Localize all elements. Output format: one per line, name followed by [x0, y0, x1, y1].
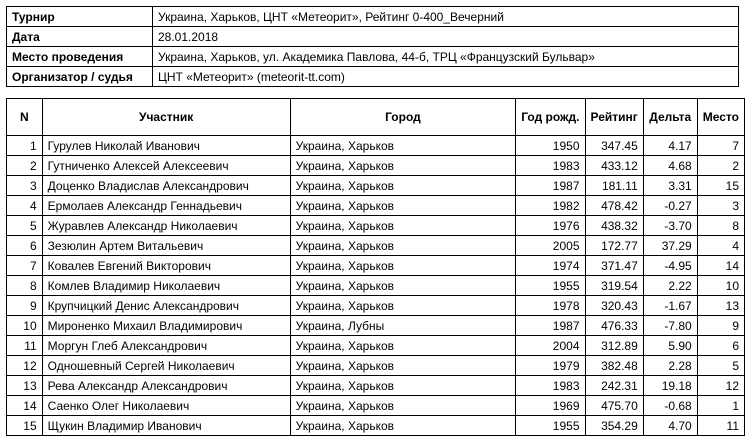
cell-birth-year: 1983: [516, 376, 585, 396]
cell-place: 15: [697, 176, 744, 196]
cell-place: 3: [697, 196, 744, 216]
cell-city: Украина, Харьков: [290, 216, 516, 236]
cell-participant: Мироненко Михаил Владимирович: [42, 316, 290, 336]
results-table: [6, 98, 745, 436]
cell-place: 2: [697, 156, 744, 176]
cell-rating: 354.29: [585, 416, 643, 436]
cell-n: 7: [7, 256, 43, 276]
cell-city: Украина, Харьков: [290, 256, 516, 276]
results-header-row: [7, 99, 745, 136]
cell-birth-year: 1950: [516, 136, 585, 156]
cell-rating: 320.43: [585, 296, 643, 316]
cell-n: 10: [7, 316, 43, 336]
cell-birth-year: 1979: [516, 356, 585, 376]
cell-city: Украина, Харьков: [290, 156, 516, 176]
cell-birth-year: 1969: [516, 396, 585, 416]
cell-place: 14: [697, 256, 744, 276]
cell-delta: -0.68: [643, 396, 697, 416]
table-row: [7, 136, 745, 156]
tournament-info-table: [6, 6, 739, 87]
cell-birth-year: 1983: [516, 156, 585, 176]
cell-delta: 19.18: [643, 376, 697, 396]
info-row-date: [7, 27, 739, 47]
cell-city: Украина, Харьков: [290, 236, 516, 256]
cell-participant: Зезюлин Артем Витальевич: [42, 236, 290, 256]
cell-rating: 478.42: [585, 196, 643, 216]
cell-rating: 438.32: [585, 216, 643, 236]
cell-delta: 4.17: [643, 136, 697, 156]
cell-place: 12: [697, 376, 744, 396]
table-row: [7, 336, 745, 356]
cell-delta: -0.27: [643, 196, 697, 216]
table-row: [7, 316, 745, 336]
cell-place: 7: [697, 136, 744, 156]
cell-delta: 2.22: [643, 276, 697, 296]
cell-place: 4: [697, 236, 744, 256]
cell-birth-year: 1978: [516, 296, 585, 316]
cell-participant: Комлев Владимир Николаевич: [42, 276, 290, 296]
cell-rating: 475.70: [585, 396, 643, 416]
table-row: [7, 276, 745, 296]
cell-participant: Саенко Олег Николаевич: [42, 396, 290, 416]
info-row-venue: [7, 47, 739, 67]
results-body: [7, 136, 745, 436]
cell-rating: 172.77: [585, 236, 643, 256]
table-row: [7, 236, 745, 256]
info-key: Место проведения: [7, 47, 153, 67]
col-header-rating: Рейтинг: [585, 99, 643, 136]
cell-participant: Ермолаев Александр Геннадьевич: [42, 196, 290, 216]
cell-rating: 312.89: [585, 336, 643, 356]
table-row: [7, 356, 745, 376]
cell-birth-year: 1955: [516, 276, 585, 296]
cell-rating: 347.45: [585, 136, 643, 156]
cell-city: Украина, Харьков: [290, 336, 516, 356]
col-header-city: Город: [290, 99, 516, 136]
table-row: [7, 376, 745, 396]
cell-n: 3: [7, 176, 43, 196]
cell-city: Украина, Харьков: [290, 136, 516, 156]
cell-place: 11: [697, 416, 744, 436]
cell-city: Украина, Харьков: [290, 196, 516, 216]
cell-delta: -3.70: [643, 216, 697, 236]
cell-city: Украина, Харьков: [290, 296, 516, 316]
cell-city: Украина, Харьков: [290, 396, 516, 416]
cell-participant: Ковалев Евгений Викторович: [42, 256, 290, 276]
cell-birth-year: 1976: [516, 216, 585, 236]
info-value: ЦНТ «Метеорит» (meteorit-tt.com): [153, 67, 739, 87]
cell-birth-year: 1987: [516, 176, 585, 196]
info-key: Организатор / судья: [7, 67, 153, 87]
cell-delta: -4.95: [643, 256, 697, 276]
cell-n: 11: [7, 336, 43, 356]
cell-birth-year: 2004: [516, 336, 585, 356]
table-row: [7, 196, 745, 216]
cell-n: 6: [7, 236, 43, 256]
info-value: 28.01.2018: [153, 27, 739, 47]
cell-city: Украина, Харьков: [290, 356, 516, 376]
table-row: [7, 396, 745, 416]
cell-birth-year: 1982: [516, 196, 585, 216]
cell-participant: Журавлев Александр Николаевич: [42, 216, 290, 236]
info-value: Украина, Харьков, ул. Академика Павлова, 44-б, ТРЦ «Французский Бульвар»: [153, 47, 739, 67]
cell-delta: 2.28: [643, 356, 697, 376]
cell-rating: 433.12: [585, 156, 643, 176]
col-header-place: Место: [697, 99, 744, 136]
cell-birth-year: 1974: [516, 256, 585, 276]
cell-city: Украина, Харьков: [290, 416, 516, 436]
cell-delta: 4.68: [643, 156, 697, 176]
cell-city: Украина, Лубны: [290, 316, 516, 336]
info-value: Украина, Харьков, ЦНТ «Метеорит», Рейтинг 0-400_Вечерний: [153, 7, 739, 27]
col-header-birth-year: Год рожд.: [516, 99, 585, 136]
cell-n: 2: [7, 156, 43, 176]
cell-participant: Рева Александр Александрович: [42, 376, 290, 396]
cell-n: 5: [7, 216, 43, 236]
cell-city: Украина, Харьков: [290, 376, 516, 396]
col-header-n: N: [7, 99, 43, 136]
cell-place: 10: [697, 276, 744, 296]
cell-delta: 37.29: [643, 236, 697, 256]
cell-rating: 371.47: [585, 256, 643, 276]
cell-delta: 4.70: [643, 416, 697, 436]
cell-n: 12: [7, 356, 43, 376]
cell-rating: 319.54: [585, 276, 643, 296]
cell-n: 1: [7, 136, 43, 156]
cell-place: 13: [697, 296, 744, 316]
cell-n: 15: [7, 416, 43, 436]
cell-n: 9: [7, 296, 43, 316]
info-key: Турнир: [7, 7, 153, 27]
cell-birth-year: 2005: [516, 236, 585, 256]
table-row: [7, 176, 745, 196]
cell-rating: 382.48: [585, 356, 643, 376]
col-header-delta: Дельта: [643, 99, 697, 136]
cell-n: 14: [7, 396, 43, 416]
cell-n: 13: [7, 376, 43, 396]
cell-rating: 476.33: [585, 316, 643, 336]
cell-delta: 3.31: [643, 176, 697, 196]
cell-city: Украина, Харьков: [290, 176, 516, 196]
table-row: [7, 156, 745, 176]
table-row: [7, 296, 745, 316]
cell-city: Украина, Харьков: [290, 276, 516, 296]
cell-delta: -1.67: [643, 296, 697, 316]
cell-participant: Гутниченко Алексей Алексеевич: [42, 156, 290, 176]
cell-participant: Щукин Владимир Иванович: [42, 416, 290, 436]
cell-delta: -7.80: [643, 316, 697, 336]
cell-participant: Крупчицкий Денис Александрович: [42, 296, 290, 316]
info-key: Дата: [7, 27, 153, 47]
cell-birth-year: 1955: [516, 416, 585, 436]
col-header-participant: Участник: [42, 99, 290, 136]
cell-place: 6: [697, 336, 744, 356]
cell-place: 1: [697, 396, 744, 416]
cell-participant: Моргун Глеб Александрович: [42, 336, 290, 356]
cell-participant: Одношевный Сергей Николаевич: [42, 356, 290, 376]
info-row-organizer: [7, 67, 739, 87]
cell-birth-year: 1987: [516, 316, 585, 336]
table-row: [7, 256, 745, 276]
cell-n: 8: [7, 276, 43, 296]
cell-rating: 242.31: [585, 376, 643, 396]
cell-place: 9: [697, 316, 744, 336]
table-row: [7, 416, 745, 436]
cell-participant: Доценко Владислав Александрович: [42, 176, 290, 196]
cell-n: 4: [7, 196, 43, 216]
cell-rating: 181.11: [585, 176, 643, 196]
cell-participant: Гурулев Николай Иванович: [42, 136, 290, 156]
table-row: [7, 216, 745, 236]
cell-place: 5: [697, 356, 744, 376]
cell-place: 8: [697, 216, 744, 236]
info-row-tournament: [7, 7, 739, 27]
cell-delta: 5.90: [643, 336, 697, 356]
